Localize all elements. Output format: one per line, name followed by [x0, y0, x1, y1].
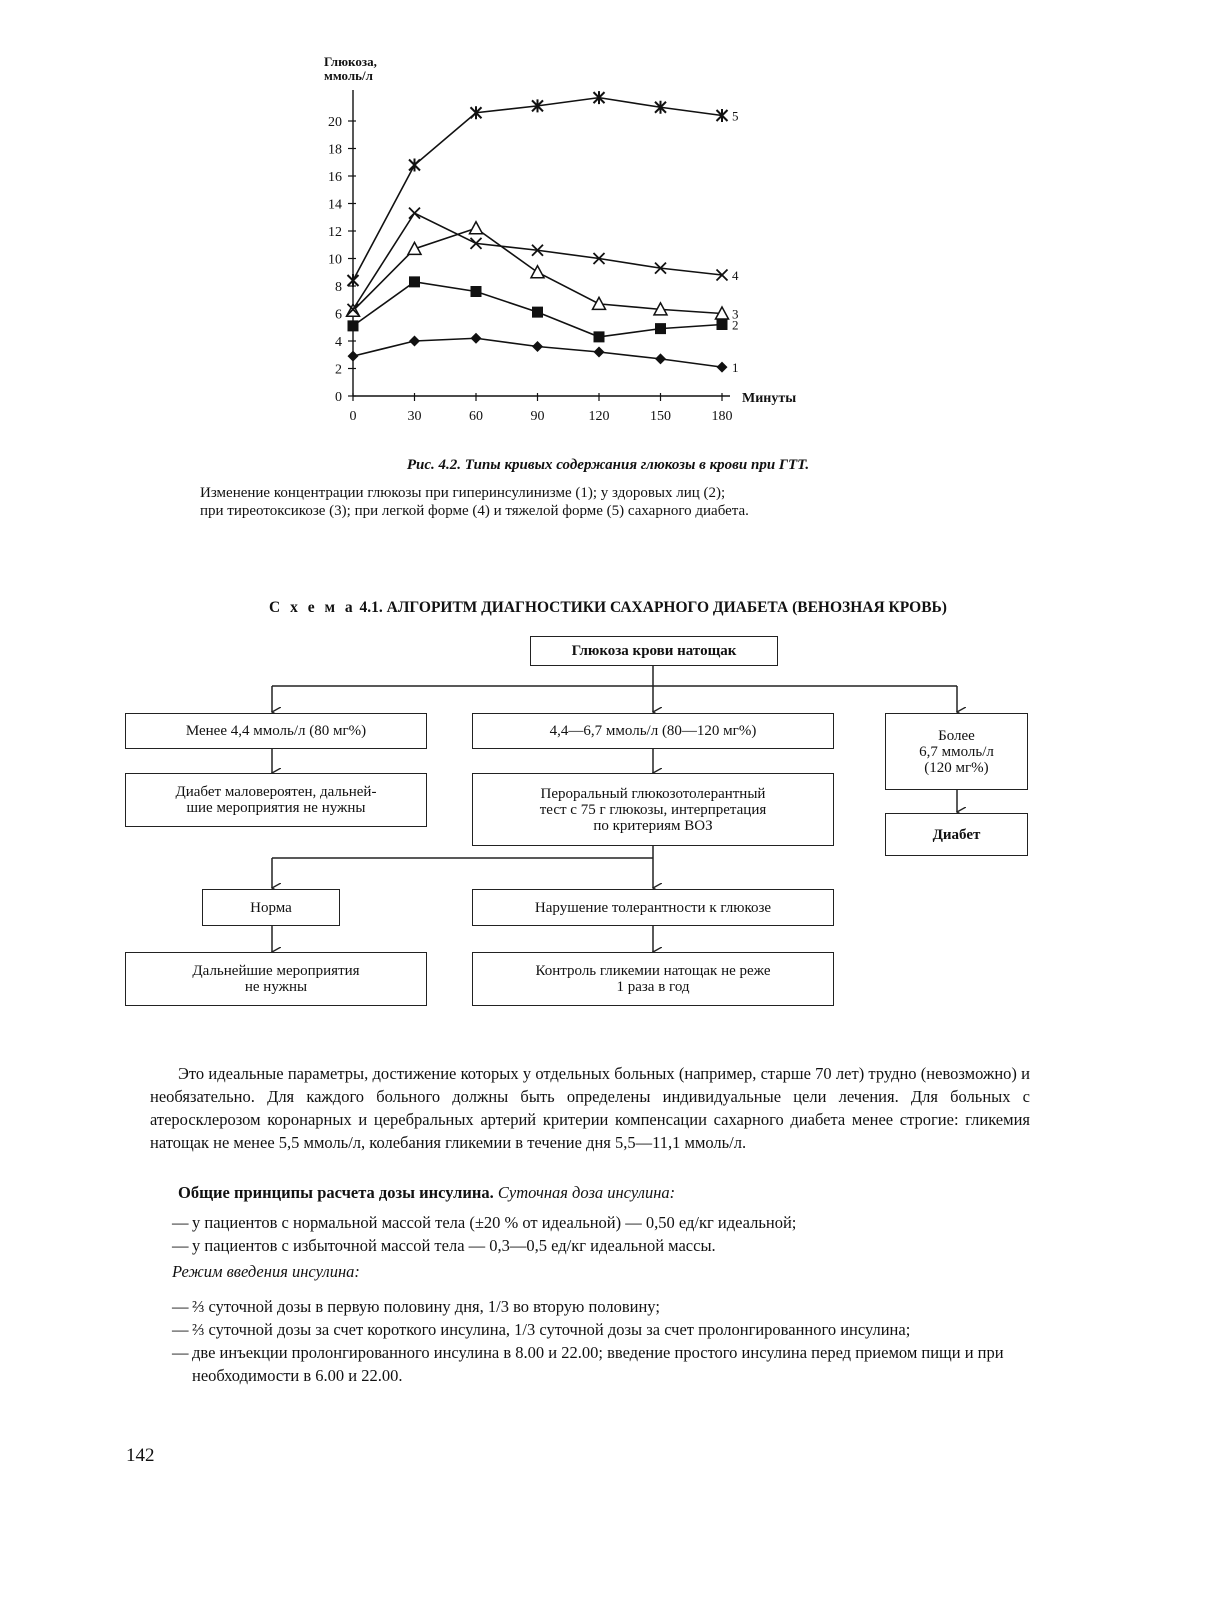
- data-point-square: [532, 307, 543, 318]
- list-dash: —: [172, 1343, 189, 1362]
- page-number: 142: [126, 1445, 155, 1466]
- y-axis-label: ммоль/л: [324, 68, 373, 83]
- box-low-result: Диабет маловероятен, дальней- шие мероприятия не нужны: [125, 773, 427, 827]
- y-tick-label: 6: [335, 307, 342, 323]
- y-tick-label: 20: [328, 115, 342, 130]
- glucose-chart: [300, 50, 840, 440]
- data-point-diamond: [717, 362, 728, 373]
- list-item-text: у пациентов с избыточной массой тела — 0,3—0,5 ед/кг идеальной массы.: [192, 1236, 716, 1255]
- y-tick-label: 4: [335, 335, 342, 350]
- list-item-text: две инъекции пролонгированного инсулина в 8.00 и 22.00; введение простого инсулина перед приемом пищи и при необходимости в 6.00 и 22.00.: [192, 1343, 1004, 1385]
- y-tick-label: 8: [335, 280, 342, 295]
- list-item: [172, 1341, 1030, 1387]
- x-tick-label: 120: [588, 409, 610, 424]
- data-point-square: [655, 323, 666, 334]
- data-point-x: [409, 208, 420, 219]
- box-impaired-result: Контроль гликемии натощак не реже 1 раза в год: [472, 952, 834, 1006]
- series-label: 5: [732, 108, 739, 124]
- insulin-mode-heading: Режим введения инсулина:: [172, 1262, 360, 1281]
- data-point-diamond: [594, 347, 605, 358]
- list-item: [172, 1234, 1030, 1257]
- data-point-square: [348, 320, 359, 331]
- list-dash: —: [172, 1320, 189, 1339]
- scheme-title: [0, 599, 1216, 617]
- x-tick-label: 0: [349, 409, 357, 424]
- data-point-diamond: [655, 353, 666, 364]
- mode-list: [172, 1295, 1030, 1387]
- box-ogtt: Пероральный глюкозотолерантный тест с 75 г глюкозы, интерпретация по критериям ВОЗ: [472, 773, 834, 846]
- data-point-diamond: [471, 333, 482, 344]
- series-label: 2: [732, 317, 739, 333]
- series-line-4: [353, 213, 722, 309]
- figure-title: Рис. 4.2. Типы кривых содержания глюкозы в крови при ГТТ.: [406, 457, 810, 473]
- data-point-square: [717, 319, 728, 330]
- data-point-square: [471, 286, 482, 297]
- insulin-dose-heading: [178, 1183, 675, 1203]
- y-tick-label: 12: [328, 225, 342, 240]
- scheme-title-prefix: С х е м а: [269, 599, 356, 616]
- data-point-triangle: [593, 297, 606, 309]
- dose-list: [172, 1211, 1030, 1257]
- x-axis-label: Минуты: [742, 391, 797, 406]
- box-norm-result: Дальнейшие мероприятия не нужны: [125, 952, 427, 1006]
- x-tick-label: 150: [650, 409, 671, 424]
- box-high-range: Более 6,7 ммоль/л (120 мг%): [885, 713, 1028, 790]
- list-dash: —: [172, 1236, 189, 1255]
- list-item-text: ⅔ суточной дозы в первую половину дня, 1/3 во вторую половину;: [192, 1297, 660, 1316]
- x-tick-label: 180: [711, 409, 733, 424]
- series-label: 1: [732, 360, 739, 376]
- list-item: [172, 1295, 1030, 1318]
- insulin-dose-heading-italic: Суточная доза инсулина:: [493, 1183, 676, 1202]
- box-mid-range: 4,4—6,7 ммоль/л (80—120 мг%): [472, 713, 834, 749]
- box-diabetes: Диабет: [885, 813, 1028, 856]
- data-point-diamond: [409, 336, 420, 347]
- box-norm: Норма: [202, 889, 340, 926]
- figure-caption-line2: при тиреотоксикозе (3); при легкой форме (4) и тяжелой форме (5) сахарного диабета.: [200, 503, 749, 519]
- list-dash: —: [172, 1213, 189, 1232]
- data-point-diamond: [348, 351, 359, 362]
- list-item-text: у пациентов с нормальной массой тела (±20 % от идеальной) — 0,50 ед/кг идеальной;: [192, 1213, 797, 1232]
- y-tick-label: 14: [328, 197, 342, 213]
- y-tick-label: 10: [328, 252, 342, 268]
- list-item-text: ⅔ суточной дозы за счет короткого инсулина, 1/3 суточной дозы за счет пролонгированного инсулина;: [192, 1320, 911, 1339]
- list-item: [172, 1318, 1030, 1341]
- y-tick-label: 16: [328, 170, 342, 185]
- data-point-triangle: [470, 222, 483, 234]
- list-dash: —: [172, 1297, 189, 1316]
- x-tick-label: 90: [530, 409, 545, 424]
- list-item: [172, 1211, 1030, 1234]
- data-point-diamond: [532, 341, 543, 352]
- series-label: 4: [732, 268, 739, 283]
- box-fasting-glucose: Глюкоза крови натощак: [530, 636, 778, 666]
- data-point-star: [409, 159, 420, 172]
- x-tick-label: 30: [407, 409, 422, 424]
- data-point-square: [409, 276, 420, 287]
- y-tick-label: 2: [335, 362, 342, 378]
- y-tick-label: 0: [335, 390, 342, 405]
- box-impaired-tolerance: Нарушение толерантности к глюкозе: [472, 889, 834, 926]
- body-paragraph: Это идеальные параметры, достижение которых у отдельных больных (например, старше 70 лет) трудно (невозможно) и необязательно. Для каждого больного должны быть определены индивидуальные цели лечения. Для больных с атеросклерозом коронарных и церебральных артерий критерии компенсации сахарного диабета менее строгие: гликемия натощак не менее 5,5 ммоль/л, колебания гликемии в течение дня 5,5—11,1 ммоль/л.: [150, 1064, 1030, 1152]
- box-low-range: Менее 4,4 ммоль/л (80 мг%): [125, 713, 427, 749]
- insulin-dose-heading-bold: Общие принципы расчета дозы инсулина.: [178, 1183, 494, 1202]
- y-tick-label: 18: [328, 142, 342, 158]
- data-point-triangle: [408, 242, 421, 254]
- y-axis-label: Глюкоза,: [324, 54, 377, 69]
- series-label: 3: [732, 306, 739, 322]
- x-tick-label: 60: [469, 409, 483, 424]
- data-point-triangle: [531, 266, 544, 278]
- figure-caption: [200, 484, 960, 520]
- scheme-title-rest: 4.1. АЛГОРИТМ ДИАГНОСТИКИ САХАРНОГО ДИАБЕТА (ВЕНОЗНАЯ КРОВЬ): [355, 599, 947, 616]
- data-point-star: [348, 274, 359, 287]
- figure-caption-line1: Изменение концентрации глюкозы при гиперинсулинизме (1); у здоровых лиц (2);: [200, 485, 726, 501]
- data-point-square: [594, 331, 605, 342]
